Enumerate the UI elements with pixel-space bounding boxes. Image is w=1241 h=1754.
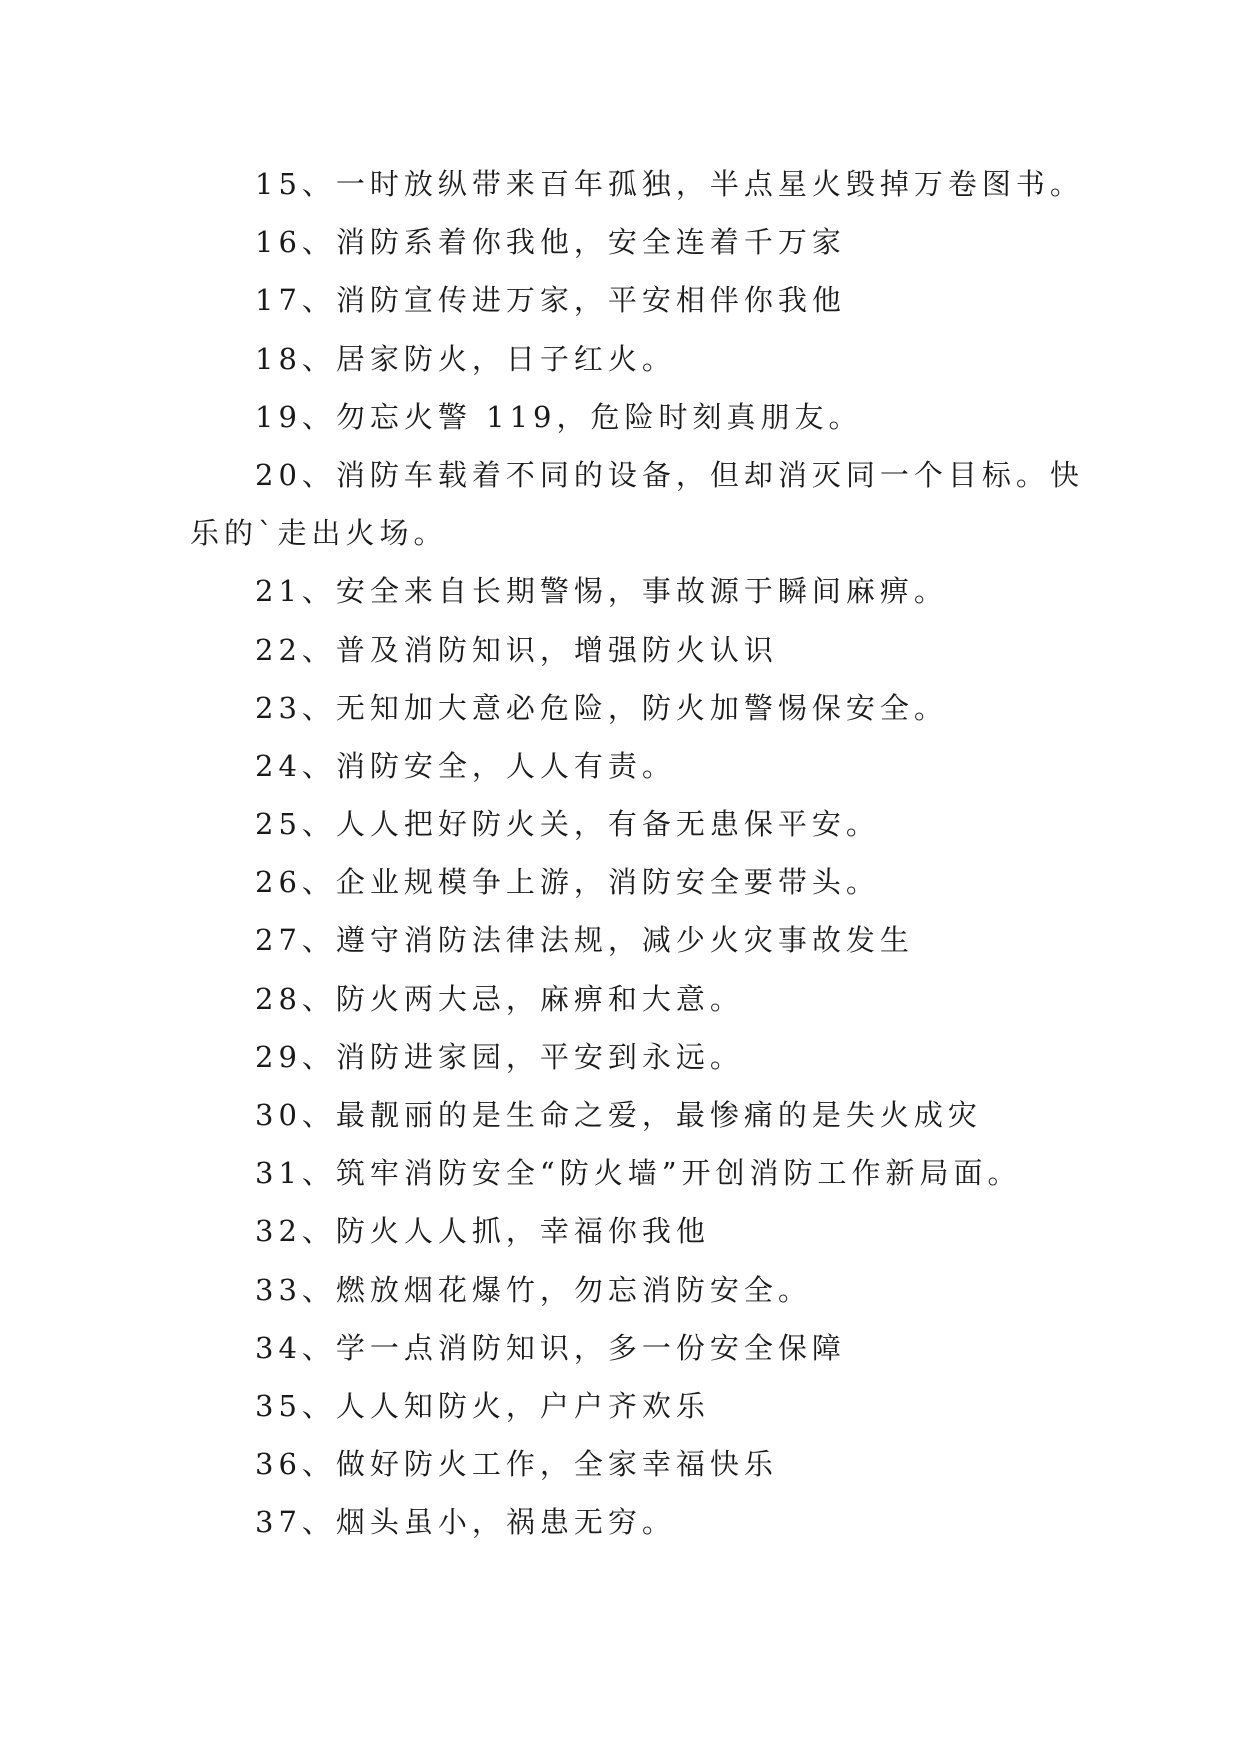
- list-item-17: 17、消防宣传进万家，平安相伴你我他: [255, 283, 846, 318]
- list-item-33: 33、燃放烟花爆竹，勿忘消防安全。: [255, 1272, 812, 1307]
- list-item-18: 18、居家防火，日子红火。: [255, 341, 676, 376]
- list-item-19: 19、勿忘火警 119，危险时刻真朋友。: [255, 399, 863, 434]
- list-item-25: 25、人人把好防火关，有备无患保平安。: [255, 807, 880, 842]
- list-item-21: 21、安全来自长期警惕，事故源于瞬间麻痹。: [255, 574, 948, 609]
- list-item-35: 35、人人知防火，户户齐欢乐: [255, 1388, 710, 1423]
- list-item-34: 34、学一点消防知识，多一份安全保障: [255, 1330, 846, 1365]
- list-item-22: 22、普及消防知识，增强防火认识: [255, 632, 778, 667]
- list-item-37: 37、烟头虽小，祸患无穷。: [255, 1505, 676, 1540]
- list-item-16: 16、消防系着你我他，安全连着千万家: [255, 225, 846, 260]
- list-item-20-continuation: 乐的`走出火场。: [190, 516, 448, 551]
- list-item-36: 36、做好防火工作，全家幸福快乐: [255, 1447, 778, 1482]
- list-item-28: 28、防火两大忌，麻痹和大意。: [255, 981, 744, 1016]
- list-item-27: 27、遵守消防法律法规，减少火灾事故发生: [255, 923, 914, 958]
- list-item-26: 26、企业规模争上游，消防安全要带头。: [255, 865, 880, 900]
- list-item-29: 29、消防进家园，平安到永远。: [255, 1039, 744, 1074]
- list-item-20: 20、消防车载着不同的设备，但却消灭同一个目标。快: [255, 457, 1084, 492]
- list-item-32: 32、防火人人抓，幸福你我他: [255, 1214, 710, 1249]
- list-item-23: 23、无知加大意必危险，防火加警惕保安全。: [255, 690, 948, 725]
- list-item-31: 31、筑牢消防安全“防火墙”开创消防工作新局面。: [255, 1156, 1022, 1191]
- slogan-list: [0, 155, 1241, 1552]
- list-item-24: 24、消防安全，人人有责。: [255, 748, 676, 783]
- list-item-15: 15、一时放纵带来百年孤独，半点星火毁掉万卷图书。: [255, 167, 1084, 201]
- list-item-30: 30、最靓丽的是生命之爱，最惨痛的是失火成灾: [255, 1098, 982, 1132]
